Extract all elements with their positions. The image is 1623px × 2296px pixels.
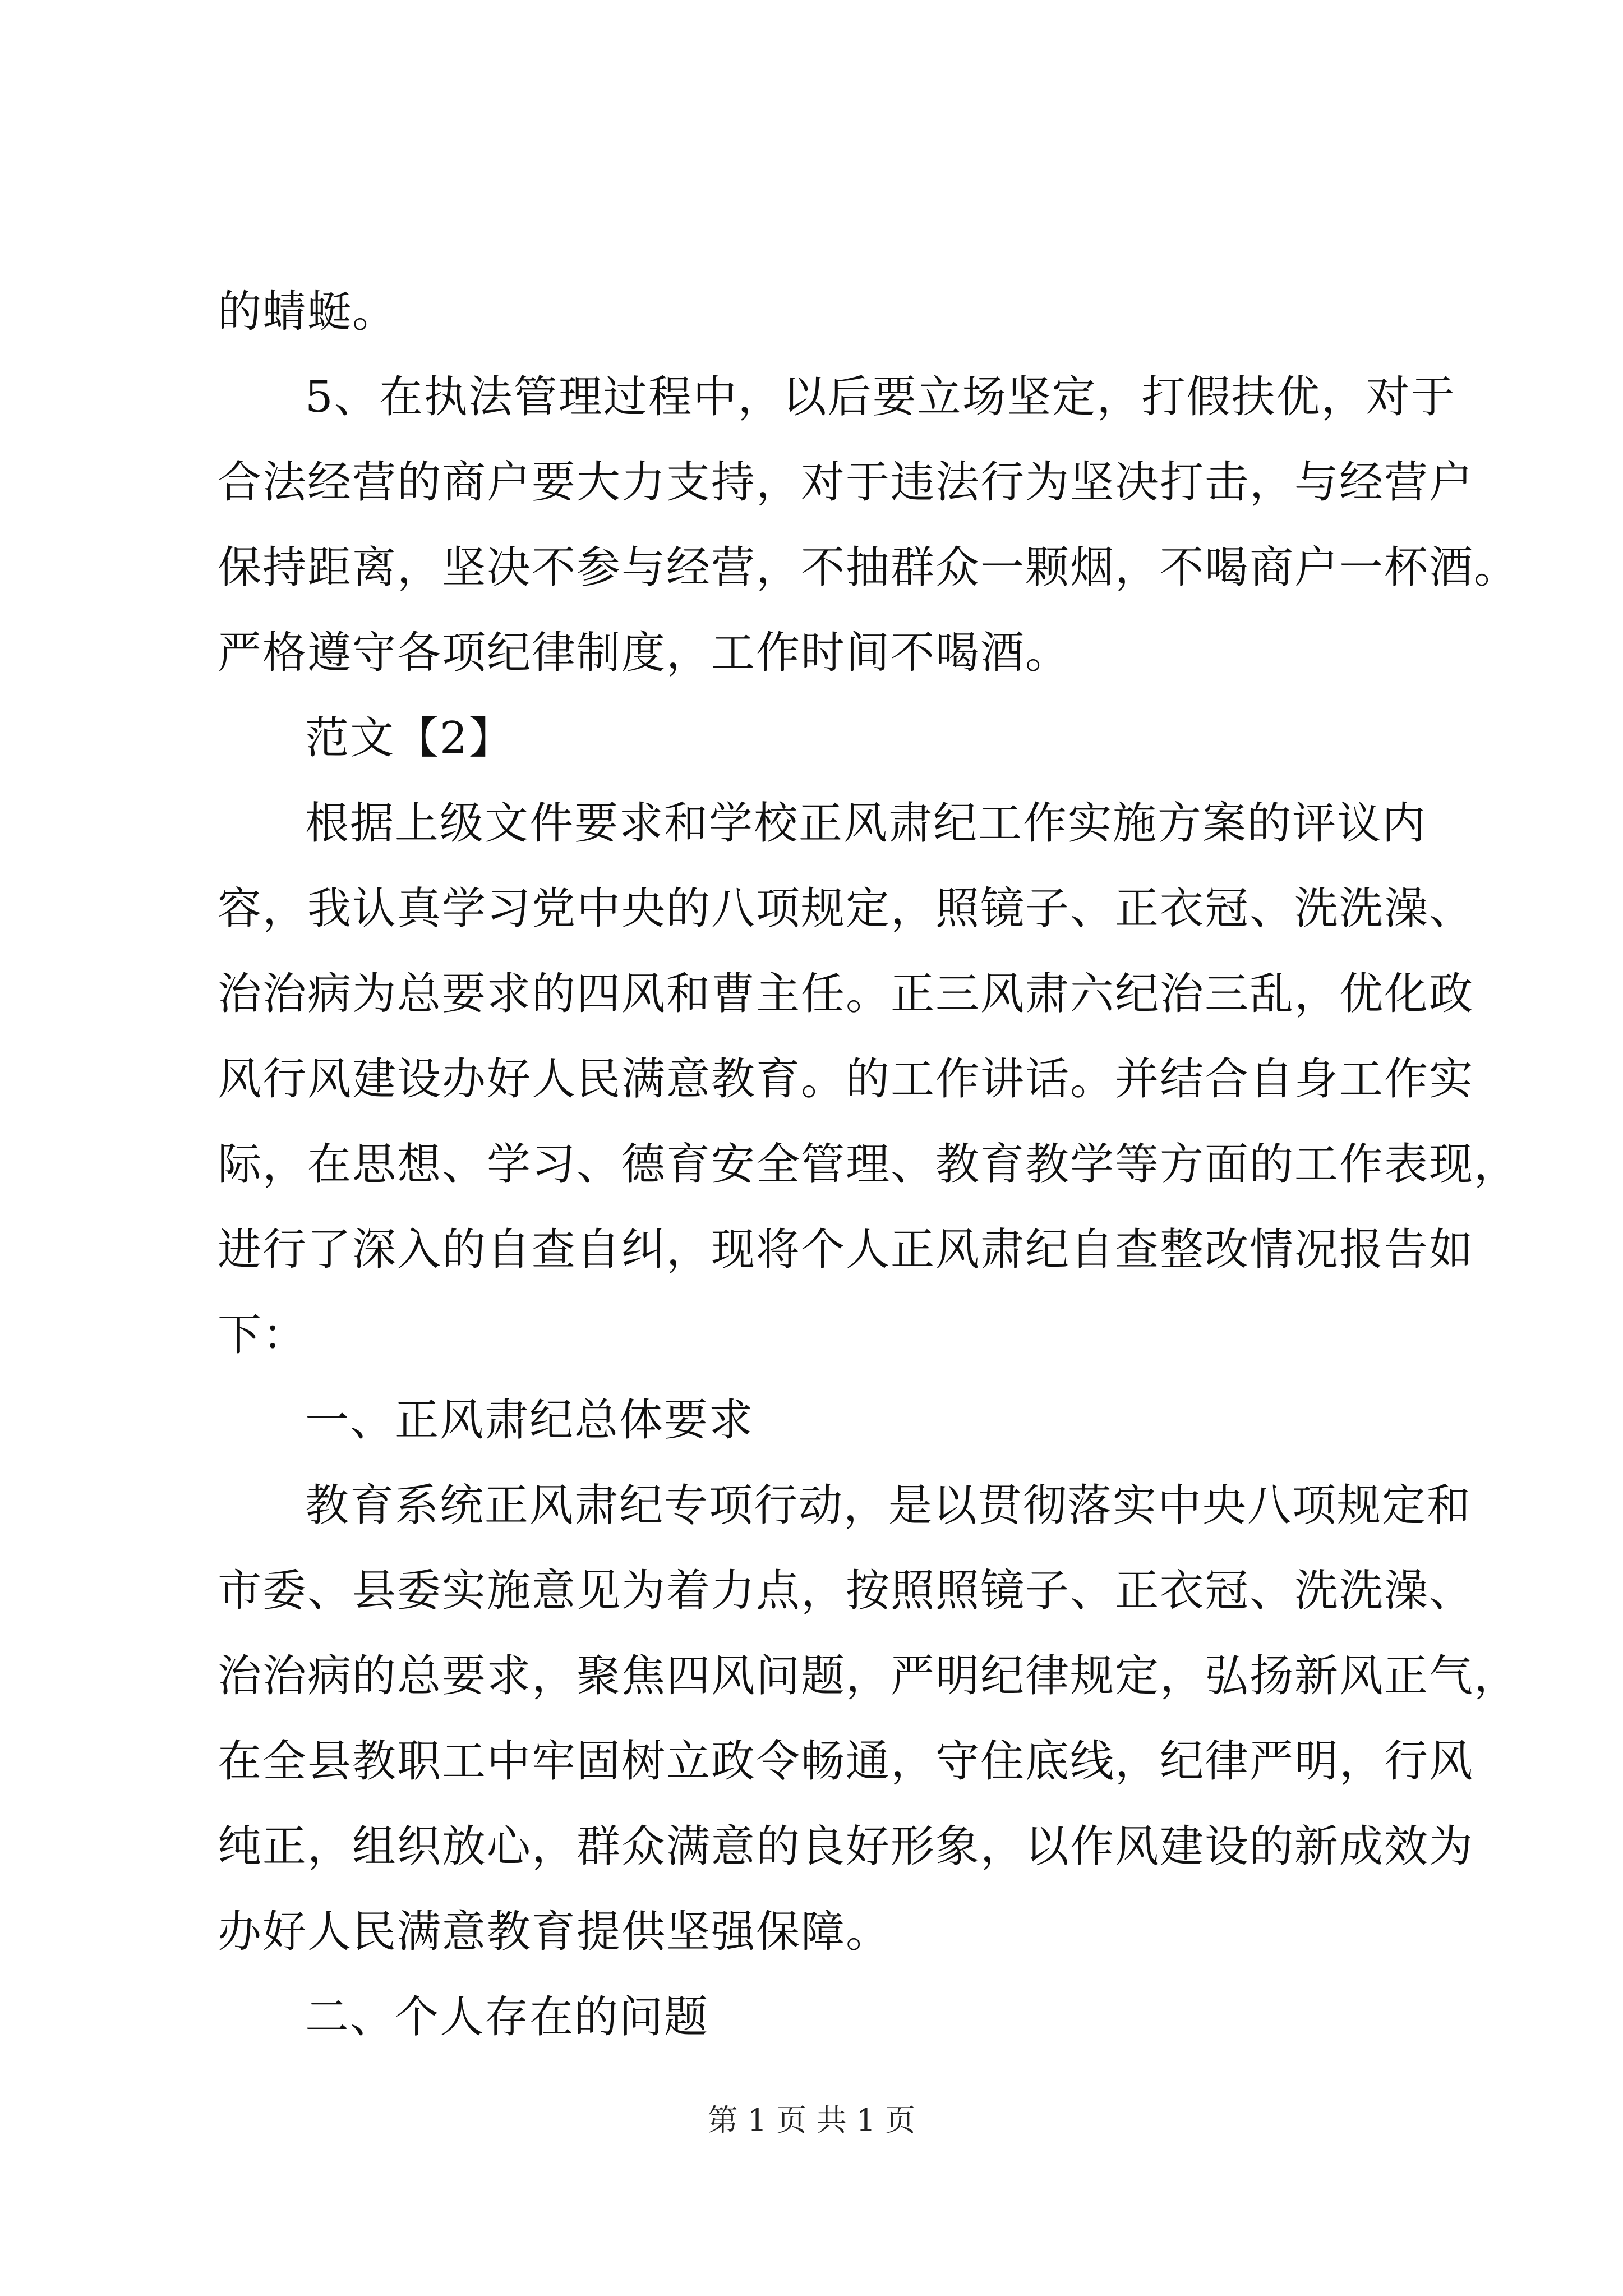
- section-heading-sample-2: 范文【2】: [305, 713, 514, 763]
- paragraph-start-line: 教育系统正风肃纪专项行动，是以贯彻落实中央八项规定和: [305, 1480, 1472, 1531]
- text-line: 保持距离，坚决不参与经营，不抽群众一颗烟，不喝商户一杯酒。: [218, 542, 1519, 593]
- text-line: 市委、县委实施意见为着力点，按照照镜子、正衣冠、洗洗澡、: [218, 1566, 1474, 1616]
- paragraph-item-5-line: 5、在执法管理过程中，以后要立场坚定，打假扶优，对于: [305, 372, 1456, 422]
- text-line: 际，在思想、学习、德育安全管理、教育教学等方面的工作表现，: [218, 1139, 1519, 1190]
- text-line: 进行了深入的自查自纠，现将个人正风肃纪自查整改情况报告如: [218, 1225, 1474, 1275]
- text-line: 在全县教职工中牢固树立政令畅通，守住底线，纪律严明，行风: [218, 1736, 1474, 1787]
- text-line: 纯正，组织放心，群众满意的良好形象，以作风建设的新成效为: [218, 1821, 1474, 1872]
- text-line: 合法经营的商户要大力支持，对于违法行为坚决打击，与经营户: [218, 457, 1474, 508]
- page-number-label: 第 1 页 共 1 页: [707, 2102, 916, 2138]
- text-line: 下：: [218, 1310, 308, 1360]
- section-heading-1: 一、正风肃纪总体要求: [305, 1395, 754, 1446]
- text-line: 办好人民满意教育提供坚强保障。: [218, 1907, 891, 1957]
- text-line: 治治病的总要求，聚焦四风问题，严明纪律规定，弘扬新风正气，: [218, 1651, 1519, 1701]
- text-line: 的蜻蜓。: [218, 287, 398, 337]
- text-line: 严格遵守各项纪律制度，工作时间不喝酒。: [218, 628, 1071, 678]
- page-footer: [0, 2101, 1623, 2140]
- section-heading-2: 二、个人存在的问题: [305, 1992, 709, 2042]
- document-body: [218, 269, 1519, 2060]
- text-line: 容，我认真学习党中央的八项规定，照镜子、正衣冠、洗洗澡、: [218, 884, 1474, 934]
- paragraph-start-line: 根据上级文件要求和学校正风肃纪工作实施方案的评议内: [305, 798, 1427, 849]
- text-line: 风行风建设办好人民满意教育。的工作讲话。并结合自身工作实: [218, 1054, 1474, 1105]
- text-line: 治治病为总要求的四风和曹主任。正三风肃六纪治三乱，优化政: [218, 969, 1474, 1019]
